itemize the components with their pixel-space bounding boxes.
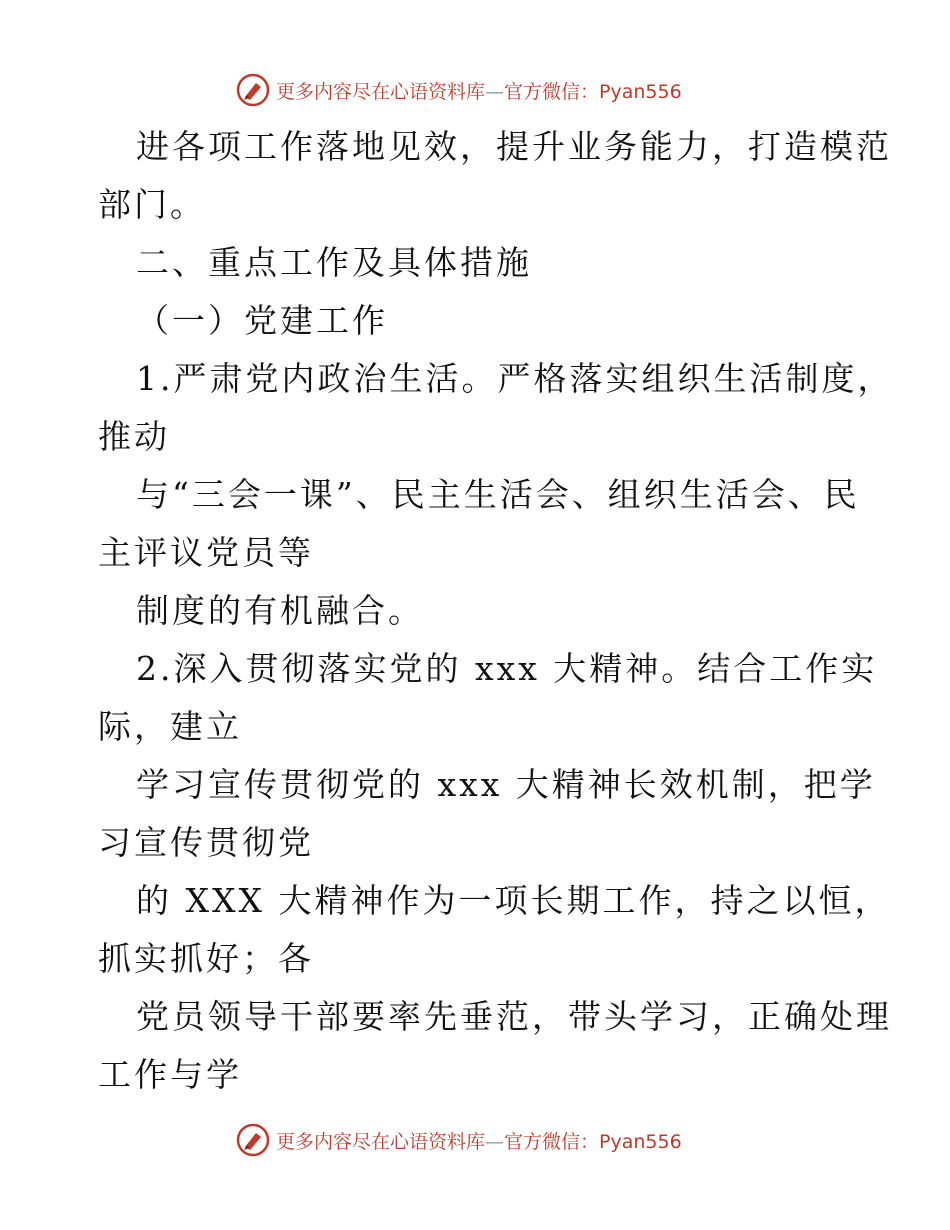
body-line: 的 XXX 大精神作为一项长期工作，持之以恒， <box>136 881 891 920</box>
body-line: 2.深入贯彻落实党的 xxx 大精神。结合工作实 <box>136 649 878 688</box>
watermark-text <box>276 77 682 104</box>
watermark-separator: — <box>485 1130 505 1153</box>
body-line: 习宣传贯彻党 <box>98 823 314 862</box>
watermark-label: 官方微信： <box>504 80 600 103</box>
body-line: 主评议党员等 <box>98 533 314 572</box>
body-line: 进各项工作落地见效，提升业务能力，打造模范 <box>136 127 892 166</box>
body-line: 制度的有机融合。 <box>136 591 424 630</box>
pen-logo-icon <box>236 73 270 107</box>
footer-watermark <box>236 1122 682 1158</box>
pen-logo-icon <box>236 1123 270 1157</box>
watermark-separator: — <box>485 80 505 103</box>
body-line: 抓实抓好；各 <box>98 939 314 978</box>
header-watermark <box>236 72 682 108</box>
body-line: 部门。 <box>98 185 206 224</box>
subsection-heading: （一）党建工作 <box>136 301 388 340</box>
watermark-label: 官方微信： <box>504 1130 600 1153</box>
watermark-main: 更多内容尽在心语资料库 <box>276 80 486 103</box>
body-line: 党员领导干部要率先垂范，带头学习，正确处理 <box>136 997 892 1036</box>
watermark-text <box>276 1127 682 1154</box>
body-line: 工作与学 <box>98 1055 242 1094</box>
watermark-id: Pyan556 <box>599 1130 682 1153</box>
watermark-id: Pyan556 <box>599 80 682 103</box>
section-heading: 二、重点工作及具体措施 <box>136 243 532 282</box>
watermark-main: 更多内容尽在心语资料库 <box>276 1130 486 1153</box>
body-line: 学习宣传贯彻党的 xxx 大精神长效机制，把学 <box>136 765 876 804</box>
body-line: 际，建立 <box>98 707 242 746</box>
body-line: 与“三会一课”、民主生活会、组织生活会、民 <box>136 475 860 514</box>
body-line: 推动 <box>98 417 170 456</box>
body-line: 1.严肃党内政治生活。严格落实组织生活制度， <box>136 359 894 398</box>
